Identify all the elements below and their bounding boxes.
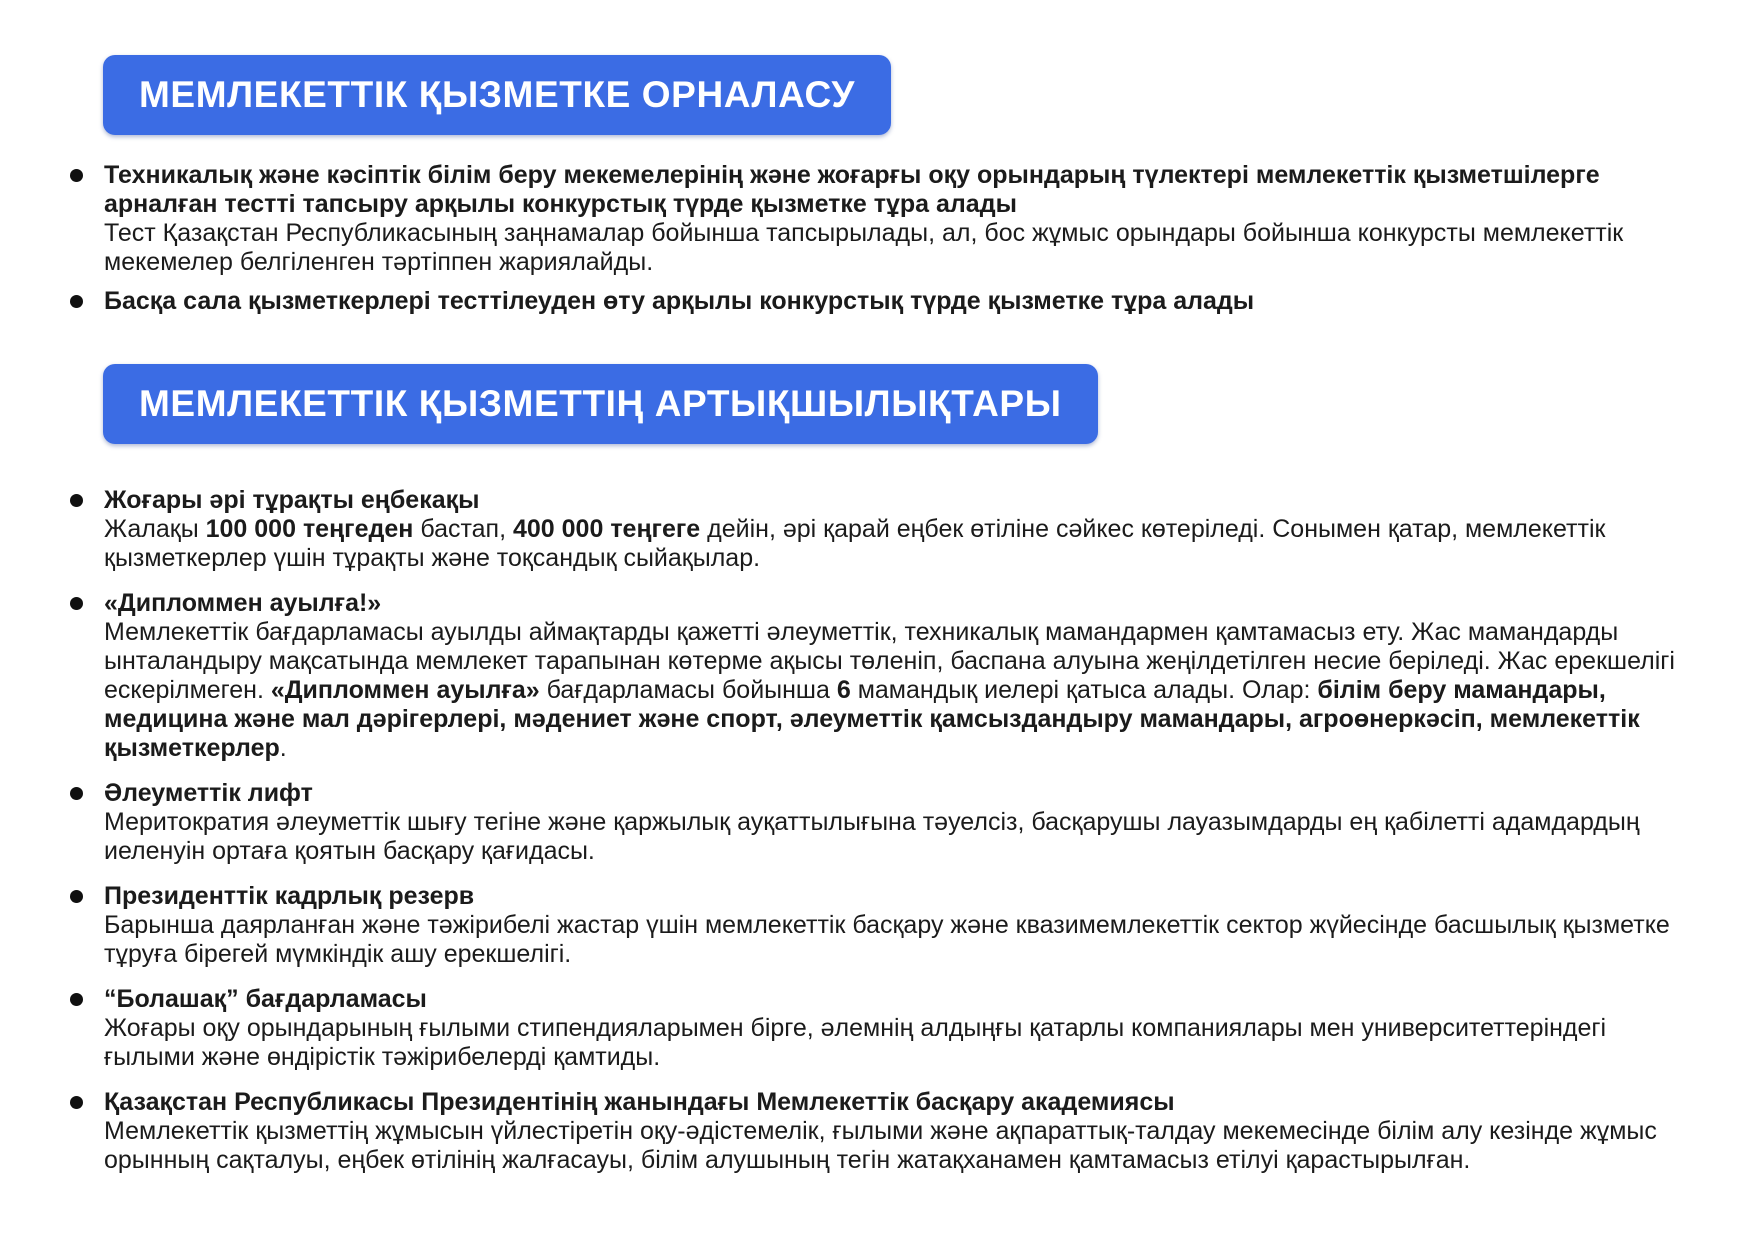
list-item [70,882,1696,969]
list-item [70,985,1696,1072]
bold-text-run: Қазақстан Республикасы Президентінің жанындағы Мемлекеттік басқару академиясы [104,1088,1175,1116]
bullet-body [104,515,1696,573]
bullet-icon [70,890,83,903]
bold-text-run: Басқа сала қызметкерлері тесттілеуден өту арқылы конкурстық түрде қызметке тұра алады [104,287,1255,315]
bold-text-run: 400 000 теңгеге [513,515,701,543]
section-employment-banner-label: МЕМЛЕКЕТТІК ҚЫЗМЕТКЕ ОРНАЛАСУ [139,74,855,115]
bullet-body [104,1014,1696,1072]
bullet-body [104,808,1696,866]
bullet-heading [104,985,1696,1014]
bullet-icon [70,993,83,1006]
bold-text-run: Әлеуметтік лифт [104,779,313,807]
bullet-heading [104,161,1696,219]
bold-text-run: «Дипломмен ауылға!» [104,589,382,617]
bullet-content [104,779,1696,866]
text-run: Мемлекеттік бағдарламасы ауылды аймақтарды қажетті әлеуметтік, техникалық мамандармен қамтамасыз ету. Жас мамандарды ынталандыру мақсатында мемлекет тарапынан көтерме ақысы төленіп, баспана алуына жеңілдетілген несие беріледі. Жас ерекшелігі ескерілмеген. [104,618,1675,704]
section-advantages-banner-label: МЕМЛЕКЕТТІК ҚЫЗМЕТТІҢ АРТЫҚШЫЛЫҚТАРЫ [139,383,1062,424]
section-advantages-banner [103,364,1098,444]
bold-text-run: 6 [836,676,851,704]
bold-text-run: “Болашақ” бағдарламасы [104,985,427,1013]
bullet-heading [104,1088,1696,1117]
bullet-content [104,161,1696,277]
section-employment-banner [103,55,891,135]
text-run: бағдарламасы бойынша [539,676,837,704]
bullet-content [104,589,1696,763]
bullet-content [104,882,1696,969]
bullet-body [104,618,1696,763]
section-employment [70,55,1696,316]
text-run: Барынша даярланған және тәжірибелі жастар үшін мемлекеттік басқару және квазимемлекеттік сектор жүйесінде басшылық қызметке тұруға бірегей мүмкіндік ашу ерекшелігі. [104,911,1670,968]
bullet-icon [70,169,83,182]
text-run: бастап, [413,515,513,543]
bullet-content [104,486,1696,573]
bullet-list-employment [70,161,1696,316]
bullet-content [104,985,1696,1072]
bullet-heading [104,882,1696,911]
text-run: Жоғары оқу орындарының ғылыми стипендияларымен бірге, әлемнің алдыңғы қатарлы компаниялары мен университеттеріндегі ғылыми және өндірістік тәжірибелерді қамтиды. [104,1014,1607,1071]
bullet-body [104,219,1696,277]
bold-text-run: Президенттік кадрлық резерв [104,882,475,910]
bullet-content [104,1088,1696,1175]
bullet-icon [70,787,83,800]
bullet-icon [70,597,83,610]
bullet-icon [70,494,83,507]
bold-text-run: Жоғары әрі тұрақты еңбекақы [104,486,480,514]
bold-text-run: «Дипломмен ауылға» [270,676,540,704]
bold-text-run: 100 000 теңгеден [205,515,414,543]
bullet-heading [104,589,1696,618]
section-advantages [70,326,1696,1175]
text-run: Меритократия әлеуметтік шығу тегіне және қаржылық ауқаттылығына тәуелсіз, басқарушы лауазымдарды ең қабілетті адамдардың иеленуін ортаға қоятын басқару қағидасы. [104,808,1640,865]
list-item [70,589,1696,763]
bullet-heading [104,486,1696,515]
text-run: Тест Қазақстан Республикасының заңнамалар бойынша тапсырылады, ал, бос жұмыс орындары бойынша конкурсты мемлекеттік мекемелер белгіленген тәртіппен жариялайды. [104,219,1624,276]
list-item [70,779,1696,866]
text-run: Мемлекеттік қызметтің жұмысын үйлестіретін оқу-әдістемелік, ғылыми және ақпараттық-талдау мекемесінде білім алу кезінде жұмыс орынның сақталуы, еңбек өтілінің жалғасауы, білім алушының тегін жатақханамен қамтамасыз етілуі қарастырылған. [104,1117,1657,1174]
bullet-content [104,287,1254,316]
bullet-heading [104,287,1254,316]
bullet-icon [70,1096,83,1109]
bullet-body [104,911,1696,969]
list-item [70,161,1696,277]
text-run: дейін, әрі қарай еңбек өтіліне сәйкес көтеріледі. Сонымен қатар, мемлекеттік қызметкерлер үшін тұрақты және тоқсандық сыйақылар. [104,515,1606,572]
list-item [70,486,1696,573]
bold-text-run: Техникалық және кәсіптік білім беру мекемелерінің және жоғарғы оқу орындарың түлектері мемлекеттік қызметшілерге арналған тестті тапсыру арқылы конкурстық түрде қызметке тұра алады [104,161,1600,218]
bullet-icon [70,295,83,308]
text-run: . [279,734,287,762]
bullet-heading [104,779,1696,808]
list-item [70,1088,1696,1175]
bullet-list-advantages [70,486,1696,1175]
text-run: Жалақы [104,515,206,543]
list-item [70,287,1696,316]
bold-text-run: білім беру мамандары, медицина және мал дәрігерлері, мәдениет және спорт, әлеуметтік қамсыздандыру мамандары, агроөнеркәсіп, мемлекеттік қызметкерлер [104,676,1640,762]
bullet-body [104,1117,1696,1175]
text-run: мамандық иелері қатыса алады. Олар: [850,676,1318,704]
